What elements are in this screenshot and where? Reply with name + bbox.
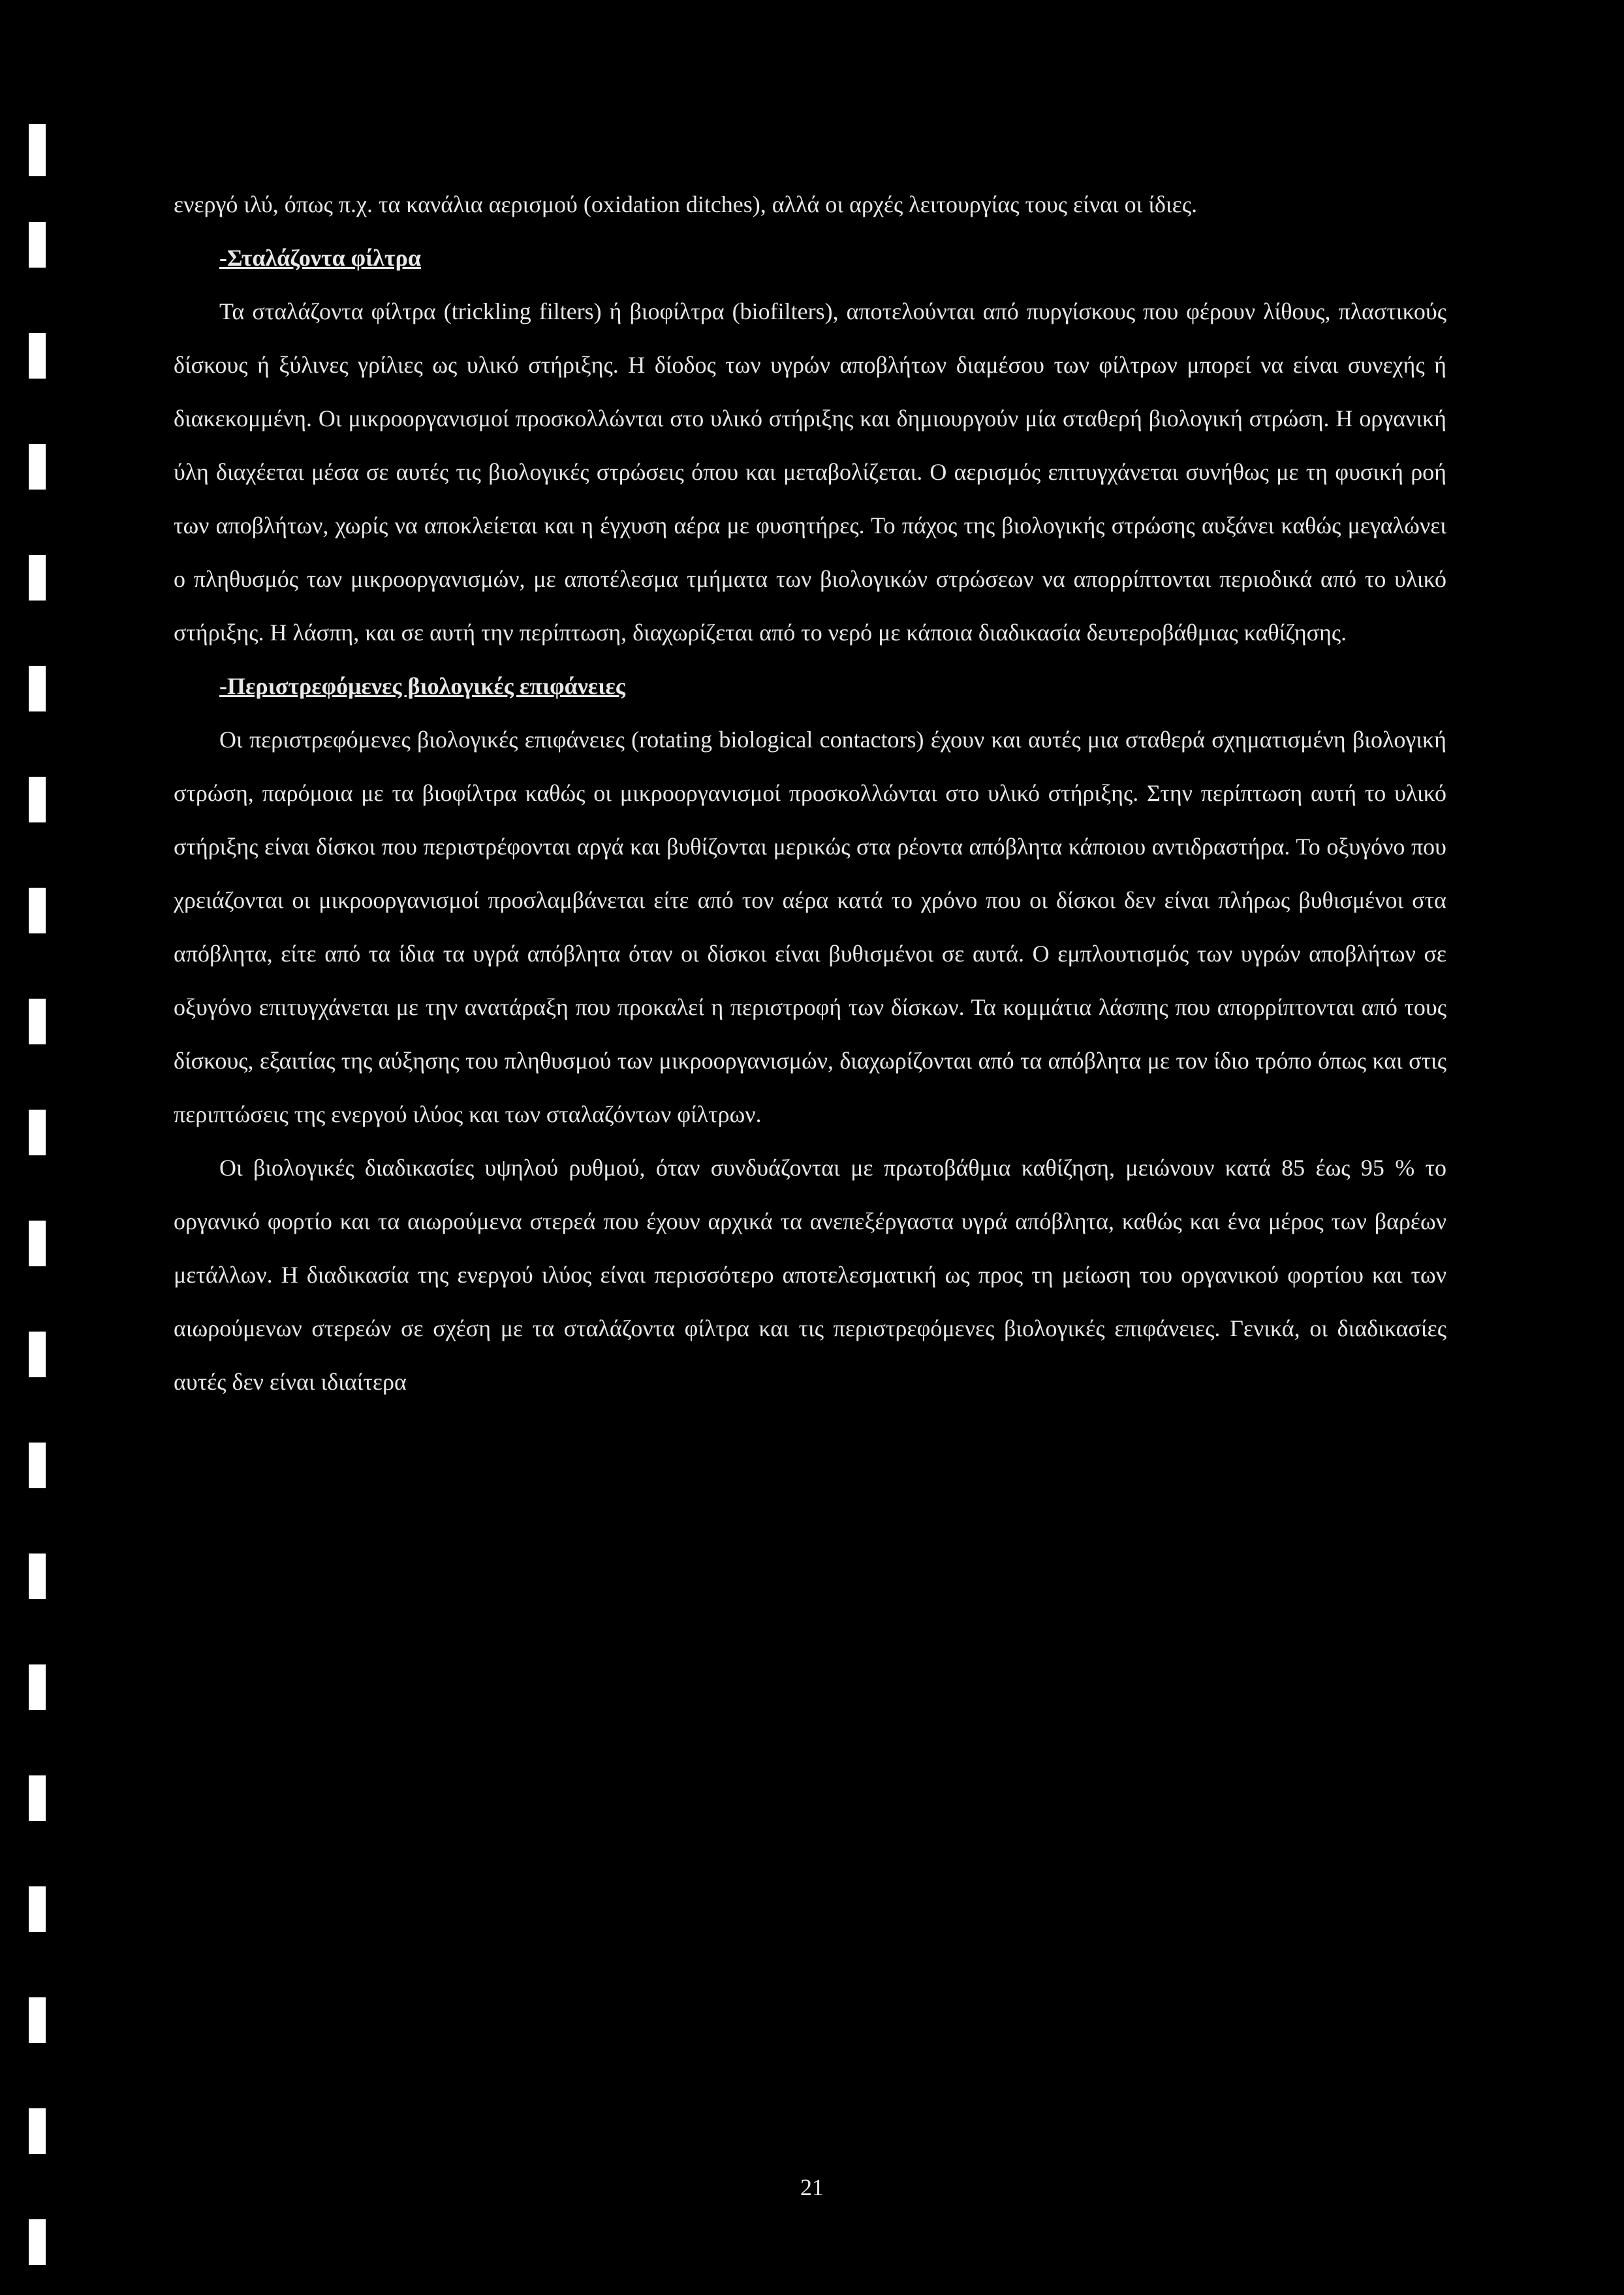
margin-binding-mark bbox=[29, 222, 46, 268]
section-heading-trickling-filters: -Σταλάζοντα φίλτρα bbox=[219, 245, 421, 271]
paragraph-rotating-contactors: Οι περιστρεφόμενες βιολογικές επιφάνειες (rotating biological contactors) έχουν και αυτές μια σταθερά σχηματισμένη βιολογική στρώση, παρόμοια με τα βιοφίλτρα καθώς οι μικροοργανισμοί προσκολλώνται στο υλικό στήριξης. Στην περίπτωση αυτή το υλικό στήριξης είναι δίσκοι που περιστρέφονται αργά και βυθίζονται μερικώς στα ρέοντα απόβλητα κάποιου αντιδραστήρα. Το οξυγόνο που χρειάζονται οι μικροοργανισμοί προσλαμβάνεται είτε από τον αέρα κατά το χρόνο που οι δίσκοι δεν είναι πλήρως βυθισμένοι στα απόβλητα, είτε από τα ίδια τα υγρά απόβλητα όταν οι δίσκοι είναι βυθισμένοι σε αυτά. Ο εμπλουτισμός των υγρών αποβλήτων σε οξυγόνο επιτυγχάνεται με την ανατάραξη που προκαλεί η περιστροφή των δίσκων. Τα κομμάτια λάσπης που απορρίπτονται από τους δίσκους, εξαιτίας της αύξησης του πληθυσμού των μικροοργανισμών, διαχωρίζονται από τα απόβλητα με τον ίδιο τρόπο όπως και στις περιπτώσεις της ενεργού ιλύος και των σταλαζόντων φίλτρων. bbox=[174, 726, 1446, 1127]
margin-binding-mark bbox=[29, 1886, 46, 1932]
margin-binding-mark bbox=[29, 1997, 46, 2043]
margin-binding-mark bbox=[29, 1664, 46, 1710]
section-heading-rotating-contactors: -Περιστρεφόμενες βιολογικές επιφάνειες bbox=[219, 673, 625, 699]
body-text bbox=[174, 178, 1446, 1409]
page-number: 21 bbox=[800, 2174, 824, 2200]
margin-binding-mark bbox=[29, 333, 46, 379]
margin-binding-mark bbox=[29, 666, 46, 711]
margin-binding-mark bbox=[29, 777, 46, 822]
margin-binding-mark bbox=[29, 444, 46, 490]
margin-binding-mark bbox=[29, 1332, 46, 1377]
margin-binding-mark bbox=[29, 1775, 46, 1821]
margin-binding-mark bbox=[29, 1443, 46, 1488]
margin-binding-mark bbox=[29, 1110, 46, 1155]
margin-binding-mark bbox=[29, 2108, 46, 2154]
margin-binding-mark bbox=[29, 555, 46, 601]
margin-binding-mark bbox=[29, 124, 46, 176]
paragraph-high-rate-processes: Οι βιολογικές διαδικασίες υψηλού ρυθμού, όταν συνδυάζονται με πρωτοβάθμια καθίζηση, μειώνουν κατά 85 έως 95 % το οργανικό φορτίο και τα αιωρούμενα στερεά που έχουν αρχικά τα ανεπεξέργαστα υγρά απόβλητα, καθώς και ένα μέρος των βαρέων μετάλλων. Η διαδικασία της ενεργού ιλύος είναι περισσότερο αποτελεσματική ως προς τη μείωση του οργανικού φορτίου και των αιωρούμενων στερεών σε σχέση με τα σταλάζοντα φίλτρα και τις περιστρεφόμενες βιολογικές επιφάνειες. Γενικά, οι διαδικασίες αυτές δεν είναι ιδιαίτερα bbox=[174, 1155, 1446, 1395]
margin-binding-mark bbox=[29, 1553, 46, 1599]
margin-binding-mark bbox=[29, 888, 46, 933]
margin-binding-mark bbox=[29, 999, 46, 1044]
margin-binding-mark bbox=[29, 1221, 46, 1266]
paragraph-continuation: ενεργό ιλύ, όπως π.χ. τα κανάλια αερισμού (oxidation ditches), αλλά οι αρχές λειτουργίας τους είναι οι ίδιες. bbox=[174, 191, 1198, 217]
margin-binding-mark bbox=[29, 2219, 46, 2265]
paragraph-trickling-filters: Τα σταλάζοντα φίλτρα (trickling filters) ή βιοφίλτρα (biofilters), αποτελούνται από πυργίσκους που φέρουν λίθους, πλαστικούς δίσκους ή ξύλινες γρίλιες ως υλικό στήριξης. Η δίοδος των υγρών αποβλήτων διαμέσου των φίλτρων μπορεί να είναι συνεχής ή διακεκομμένη. Οι μικροοργανισμοί προσκολλώνται στο υλικό στήριξης και δημιουργούν μία σταθερή βιολογική στρώση. Η οργανική ύλη διαχέεται μέσα σε αυτές τις βιολογικές στρώσεις όπου και μεταβολίζεται. Ο αερισμός επιτυγχάνεται συνήθως με τη φυσική ροή των αποβλήτων, χωρίς να αποκλείεται και η έγχυση αέρα με φυσητήρες. Το πάχος της βιολογικής στρώσης αυξάνει καθώς μεγαλώνει ο πληθυσμός των μικροοργανισμών, με αποτέλεσμα τμήματα των βιολογικών στρώσεων να απορρίπτονται περιοδικά από το υλικό στήριξης. Η λάσπη, και σε αυτή την περίπτωση, διαχωρίζεται από το νερό με κάποια διαδικασία δευτεροβάθμιας καθίζησης. bbox=[174, 298, 1446, 646]
